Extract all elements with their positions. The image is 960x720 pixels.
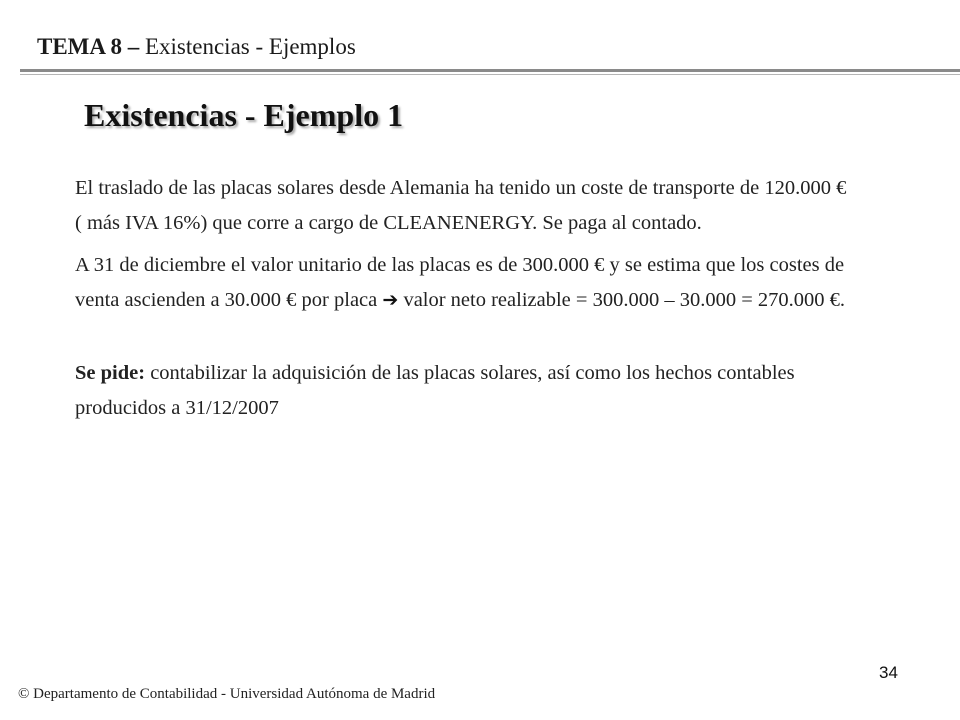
header-topic-label: TEMA 8 –: [37, 34, 140, 59]
task-label: Se pide:: [75, 362, 146, 384]
right-arrow-icon: ➔: [382, 289, 399, 311]
paragraph-valuation: [75, 248, 855, 318]
slide-title: Existencias - Ejemplo 1: [84, 97, 404, 133]
paragraph-transport-cost: El traslado de las placas solares desde Alemania ha tenido un coste de transporte de 120.000 € ( más IVA 16%) que corre a cargo de CLEANENERGY. Se paga al contado.: [75, 177, 847, 234]
slide-header: [37, 34, 356, 60]
header-divider-thin: [20, 74, 960, 75]
footer-copyright: © Departamento de Contabilidad - Universidad Autónoma de Madrid: [18, 686, 436, 702]
task-text: contabilizar la adquisición de las placas solares, así como los hechos contables producidos a 31/12/2007: [75, 362, 795, 419]
header-topic-subject: Existencias - Ejemplos: [139, 34, 356, 59]
slide-body: [75, 171, 855, 433]
page-number: 34: [879, 663, 898, 682]
valuation-text-start: A 31 de diciembre el valor unitario de las placas es de 300.000 € y se estima que los costes de venta ascienden a 30.000 € por placa: [75, 254, 845, 311]
header-divider: [20, 69, 960, 72]
paragraph-task: [75, 356, 855, 426]
valuation-text-end: valor neto realizable = 300.000 – 30.000 = 270.000 €.: [398, 289, 846, 311]
